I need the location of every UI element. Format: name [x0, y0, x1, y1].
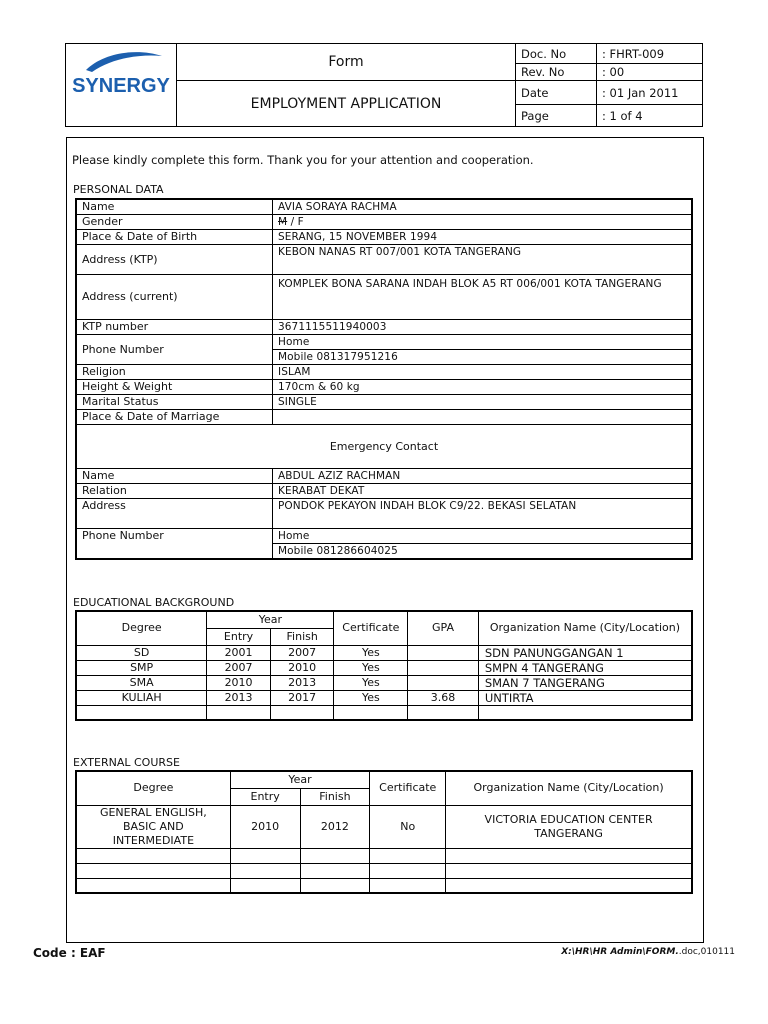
- course-cell[interactable]: [446, 848, 692, 863]
- edu-col-degree: Degree: [76, 611, 207, 645]
- course-cell[interactable]: [76, 878, 230, 893]
- education-table: [75, 610, 693, 721]
- course-col-entry: Entry: [230, 788, 300, 805]
- edu-gpa[interactable]: [408, 645, 479, 660]
- rev-no-value: : 00: [597, 64, 703, 81]
- edu-gpa[interactable]: [408, 660, 479, 675]
- gender-male-struck: M: [278, 216, 288, 228]
- gender-value[interactable]: [273, 215, 693, 230]
- course-cell[interactable]: [230, 848, 300, 863]
- edu-org[interactable]: SDN PANUNGGANGAN 1: [478, 645, 692, 660]
- edu-certificate[interactable]: Yes: [334, 675, 408, 690]
- address-ktp-label: Address (KTP): [76, 245, 273, 275]
- marital-label: Marital Status: [76, 395, 273, 410]
- edu-finish[interactable]: [270, 705, 334, 720]
- edu-entry[interactable]: 2001: [207, 645, 271, 660]
- edu-degree[interactable]: KULIAH: [76, 690, 207, 705]
- ec-relation-value[interactable]: KERABAT DEKAT: [273, 484, 693, 499]
- name-value[interactable]: AVIA SORAYA RACHMA: [273, 199, 693, 215]
- form-label: Form: [177, 44, 516, 81]
- course-cell[interactable]: [76, 863, 230, 878]
- edu-org[interactable]: [478, 705, 692, 720]
- edu-finish[interactable]: 2013: [270, 675, 334, 690]
- edu-certificate[interactable]: Yes: [334, 645, 408, 660]
- table-row: [76, 690, 692, 705]
- ec-phone-home-value[interactable]: Home: [273, 529, 693, 544]
- edu-col-entry: Entry: [207, 628, 271, 645]
- table-row: [76, 863, 692, 878]
- table-row: [76, 660, 692, 675]
- address-current-value[interactable]: KOMPLEK BONA SARANA INDAH BLOK A5 RT 006/001 KOTA TANGERANG: [273, 275, 693, 320]
- edu-col-finish: Finish: [270, 628, 334, 645]
- course-col-degree: Degree: [76, 771, 230, 805]
- gender-rest: / F: [287, 216, 304, 228]
- edu-gpa[interactable]: [408, 705, 479, 720]
- course-col-year: Year: [230, 771, 370, 788]
- ec-relation-label: Relation: [76, 484, 273, 499]
- ec-name-label: Name: [76, 469, 273, 484]
- document-header: [65, 43, 703, 127]
- edu-org[interactable]: SMPN 4 TANGERANG: [478, 660, 692, 675]
- edu-org[interactable]: UNTIRTA: [478, 690, 692, 705]
- personal-data-table: [75, 198, 693, 560]
- course-cell[interactable]: [300, 878, 370, 893]
- course-cell[interactable]: [230, 878, 300, 893]
- rev-no-label: Rev. No: [516, 64, 597, 81]
- footer-path-bold: X:\HR\HR Admin\FORM.: [561, 947, 679, 957]
- edu-gpa[interactable]: 3.68: [408, 690, 479, 705]
- footer-path-rest: .doc,010111: [678, 947, 735, 957]
- edu-entry[interactable]: 2013: [207, 690, 271, 705]
- company-logo: [66, 44, 177, 127]
- edu-gpa[interactable]: [408, 675, 479, 690]
- table-row: [76, 675, 692, 690]
- edu-degree[interactable]: [76, 705, 207, 720]
- edu-finish[interactable]: 2017: [270, 690, 334, 705]
- edu-degree[interactable]: SMA: [76, 675, 207, 690]
- doc-no-value: : FHRT-009: [597, 44, 703, 64]
- emergency-contact-heading: Emergency Contact: [76, 425, 692, 469]
- course-entry[interactable]: 2010: [230, 805, 300, 848]
- course-cell[interactable]: [370, 878, 446, 893]
- phone-mobile-value[interactable]: Mobile 081317951216: [273, 350, 693, 365]
- date-label: Date: [516, 81, 597, 105]
- phone-home-value[interactable]: Home: [273, 335, 693, 350]
- education-heading: EDUCATIONAL BACKGROUND: [73, 596, 235, 609]
- ktp-label: KTP number: [76, 320, 273, 335]
- marriage-label: Place & Date of Marriage: [76, 410, 273, 425]
- course-finish[interactable]: 2012: [300, 805, 370, 848]
- ec-name-value[interactable]: ABDUL AZIZ RACHMAN: [273, 469, 693, 484]
- personal-data-heading: PERSONAL DATA: [73, 183, 164, 196]
- course-cell[interactable]: [230, 863, 300, 878]
- course-col-finish: Finish: [300, 788, 370, 805]
- religion-label: Religion: [76, 365, 273, 380]
- edu-certificate[interactable]: Yes: [334, 690, 408, 705]
- course-table: [75, 770, 693, 894]
- course-degree[interactable]: GENERAL ENGLISH, BASIC AND INTERMEDIATE: [76, 805, 230, 848]
- edu-degree[interactable]: SD: [76, 645, 207, 660]
- edu-col-certificate: Certificate: [334, 611, 408, 645]
- marital-value[interactable]: SINGLE: [273, 395, 693, 410]
- address-current-label: Address (current): [76, 275, 273, 320]
- course-cell[interactable]: [370, 863, 446, 878]
- course-cell[interactable]: [446, 878, 692, 893]
- page-label: Page: [516, 105, 597, 127]
- course-col-certificate: Certificate: [370, 771, 446, 805]
- edu-col-gpa: GPA: [408, 611, 479, 645]
- edu-org[interactable]: SMAN 7 TANGERANG: [478, 675, 692, 690]
- edu-finish[interactable]: 2010: [270, 660, 334, 675]
- edu-entry[interactable]: 2010: [207, 675, 271, 690]
- edu-finish[interactable]: 2007: [270, 645, 334, 660]
- name-label: Name: [76, 199, 273, 215]
- edu-col-year: Year: [207, 611, 334, 628]
- course-org[interactable]: VICTORIA EDUCATION CENTER TANGERANG: [446, 805, 692, 848]
- edu-entry[interactable]: [207, 705, 271, 720]
- birth-value[interactable]: SERANG, 15 NOVEMBER 1994: [273, 230, 693, 245]
- course-cell[interactable]: [300, 863, 370, 878]
- phone-label: Phone Number: [76, 335, 273, 365]
- edu-entry[interactable]: 2007: [207, 660, 271, 675]
- synergy-logo-icon: [66, 44, 176, 123]
- intro-text: Please kindly complete this form. Thank you for your attention and cooperation.: [72, 153, 534, 167]
- footer-path: [561, 947, 735, 957]
- ec-phone-label: Phone Number: [76, 529, 273, 560]
- table-row: [76, 805, 692, 848]
- marriage-value[interactable]: [273, 410, 693, 425]
- footer-code: Code : EAF: [33, 946, 106, 960]
- document-title: EMPLOYMENT APPLICATION: [177, 81, 516, 127]
- table-row: [76, 848, 692, 863]
- course-cell[interactable]: [370, 848, 446, 863]
- birth-label: Place & Date of Birth: [76, 230, 273, 245]
- ec-address-value[interactable]: PONDOK PEKAYON INDAH BLOK C9/22. BEKASI SELATAN: [273, 499, 693, 529]
- doc-no-label: Doc. No: [516, 44, 597, 64]
- height-weight-label: Height & Weight: [76, 380, 273, 395]
- table-row: [76, 645, 692, 660]
- ec-address-label: Address: [76, 499, 273, 529]
- edu-degree[interactable]: SMP: [76, 660, 207, 675]
- table-row: [76, 705, 692, 720]
- table-row: [76, 878, 692, 893]
- logo-text: SYNERGY: [72, 75, 170, 97]
- height-weight-value[interactable]: 170cm & 60 kg: [273, 380, 693, 395]
- address-ktp-value[interactable]: KEBON NANAS RT 007/001 KOTA TANGERANG: [273, 245, 693, 275]
- course-cell[interactable]: [76, 848, 230, 863]
- ktp-value[interactable]: 3671115511940003: [273, 320, 693, 335]
- date-value: : 01 Jan 2011: [597, 81, 703, 105]
- religion-value[interactable]: ISLAM: [273, 365, 693, 380]
- course-cell[interactable]: [300, 848, 370, 863]
- course-heading: EXTERNAL COURSE: [73, 756, 180, 769]
- edu-certificate[interactable]: [334, 705, 408, 720]
- gender-label: Gender: [76, 215, 273, 230]
- course-col-org: Organization Name (City/Location): [446, 771, 692, 805]
- ec-phone-mobile-value[interactable]: Mobile 081286604025: [273, 544, 693, 560]
- edu-col-org: Organization Name (City/Location): [478, 611, 692, 645]
- edu-certificate[interactable]: Yes: [334, 660, 408, 675]
- page-value: : 1 of 4: [597, 105, 703, 127]
- course-cell[interactable]: [446, 863, 692, 878]
- course-certificate[interactable]: No: [370, 805, 446, 848]
